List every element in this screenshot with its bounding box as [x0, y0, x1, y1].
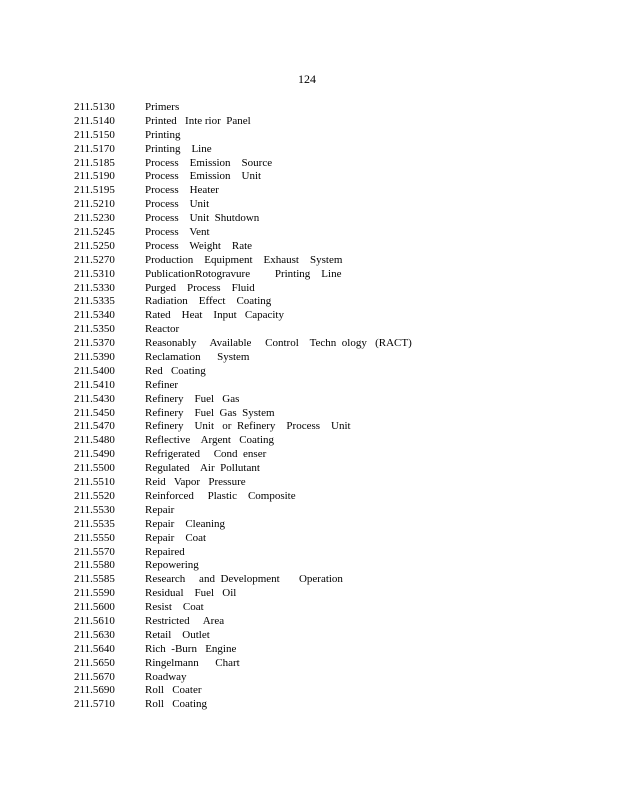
- defined-term: Research and Development Operation: [145, 573, 343, 586]
- defined-term: Red Coating: [145, 364, 206, 377]
- defined-term: Residual Fuel Oil: [145, 587, 237, 600]
- list-item: [74, 240, 412, 254]
- section-number: 211.5150: [74, 128, 115, 141]
- list-item: [74, 684, 412, 698]
- list-item: [74, 337, 412, 351]
- list-item: [74, 365, 412, 379]
- section-number: 211.5650: [74, 656, 115, 669]
- section-number: 211.5140: [74, 114, 115, 127]
- section-number: 211.5490: [74, 448, 115, 461]
- list-item: [74, 448, 412, 462]
- list-item: [74, 462, 412, 476]
- defined-term: Process Unit: [145, 198, 210, 211]
- list-item: [74, 490, 412, 504]
- defined-term: Regulated Air Pollutant: [145, 462, 260, 475]
- defined-term: Restricted Area: [145, 614, 225, 627]
- section-number: 211.5170: [74, 142, 115, 155]
- list-item: [74, 351, 412, 365]
- list-item: [74, 309, 412, 323]
- list-item: [74, 157, 412, 171]
- section-number: 211.5230: [74, 212, 115, 225]
- defined-term: Repaired: [145, 545, 185, 558]
- section-number: 211.5245: [74, 226, 115, 239]
- section-number: 211.5670: [74, 670, 115, 683]
- section-number: 211.5600: [74, 601, 115, 614]
- section-number: 211.5580: [74, 559, 115, 572]
- list-item: [74, 504, 412, 518]
- defined-term: Printing Line: [145, 142, 212, 155]
- defined-term: Refiner: [145, 378, 178, 391]
- defined-term: Process Unit Shutdown: [145, 212, 260, 225]
- defined-term: Roll Coater: [145, 684, 202, 697]
- list-item: [74, 379, 412, 393]
- defined-term: Retail Outlet: [145, 628, 210, 641]
- list-item: [74, 393, 412, 407]
- section-number: 211.5520: [74, 489, 115, 502]
- defined-term: Rich -Burn Engine: [145, 642, 237, 655]
- list-item: [74, 657, 412, 671]
- defined-term: Refinery Fuel Gas: [145, 392, 240, 405]
- list-item: [74, 434, 412, 448]
- defined-term: Repair: [145, 503, 175, 516]
- list-item: [74, 546, 412, 560]
- defined-term: Reinforced Plastic Composite: [145, 489, 296, 502]
- section-number: 211.5610: [74, 614, 115, 627]
- defined-term: Ringelmann Chart: [145, 656, 240, 669]
- section-number: 211.5370: [74, 337, 115, 350]
- section-number: 211.5630: [74, 628, 115, 641]
- section-number: 211.5550: [74, 531, 115, 544]
- defined-term: PublicationRotogravure Printing Line: [145, 267, 342, 280]
- defined-term: Purged Process Fluid: [145, 281, 255, 294]
- defined-term: Refinery Fuel Gas System: [145, 406, 275, 419]
- list-item: [74, 115, 412, 129]
- defined-term: Reclamation System: [145, 351, 250, 364]
- defined-term: Resist Coat: [145, 601, 204, 614]
- list-item: [74, 282, 412, 296]
- section-number: 211.5590: [74, 587, 115, 600]
- list-item: [74, 101, 412, 115]
- defined-term: Repowering: [145, 559, 199, 572]
- defined-term: Reasonably Available Control Techn ology (RACT): [145, 337, 412, 350]
- list-item: [74, 643, 412, 657]
- section-number: 211.5570: [74, 545, 115, 558]
- section-number: 211.5185: [74, 156, 115, 169]
- section-number: 211.5410: [74, 378, 115, 391]
- list-item: [74, 323, 412, 337]
- defined-term: Reflective Argent Coating: [145, 434, 275, 447]
- list-item: [74, 143, 412, 157]
- section-number: 211.5510: [74, 476, 115, 489]
- section-number: 211.5690: [74, 684, 115, 697]
- section-number: 211.5470: [74, 420, 115, 433]
- section-number: 211.5250: [74, 239, 115, 252]
- section-number: 211.5710: [74, 698, 115, 711]
- list-item: [74, 170, 412, 184]
- section-number: 211.5340: [74, 309, 115, 322]
- list-item: [74, 615, 412, 629]
- defined-term: Production Equipment Exhaust System: [145, 253, 343, 266]
- section-number: 211.5195: [74, 184, 115, 197]
- list-item: [74, 407, 412, 421]
- defined-term: Printed Inte rior Panel: [145, 114, 251, 127]
- defined-term: Radiation Effect Coating: [145, 295, 272, 308]
- section-number: 211.5335: [74, 295, 115, 308]
- section-number: 211.5585: [74, 573, 115, 586]
- list-item: [74, 587, 412, 601]
- defined-term: Repair Cleaning: [145, 517, 226, 530]
- section-number: 211.5450: [74, 406, 115, 419]
- section-number: 211.5400: [74, 364, 115, 377]
- defined-term: Process Heater: [145, 184, 219, 197]
- defined-term: Process Emission Unit: [145, 170, 262, 183]
- list-item: [74, 532, 412, 546]
- page-number: 124: [298, 72, 316, 86]
- section-number: 211.5390: [74, 351, 115, 364]
- list-item: [74, 129, 412, 143]
- list-item: [74, 212, 412, 226]
- section-number: 211.5130: [74, 101, 115, 113]
- list-item: [74, 601, 412, 615]
- list-item: [74, 184, 412, 198]
- section-number: 211.5430: [74, 392, 115, 405]
- section-number: 211.5190: [74, 170, 115, 183]
- list-item: [74, 254, 412, 268]
- defined-term: Reactor: [145, 323, 180, 336]
- section-number: 211.5350: [74, 323, 115, 336]
- defined-term: Rated Heat Input Capacity: [145, 309, 284, 322]
- defined-term: Process Emission Source: [145, 156, 273, 169]
- list-item: [74, 629, 412, 643]
- defined-term: Refrigerated Cond enser: [145, 448, 267, 461]
- section-number: 211.5310: [74, 267, 115, 280]
- list-item: [74, 573, 412, 587]
- list-item: [74, 559, 412, 573]
- list-item: [74, 226, 412, 240]
- defined-term: Roll Coating: [145, 698, 208, 711]
- section-number: 211.5535: [74, 517, 115, 530]
- section-number: 211.5640: [74, 642, 115, 655]
- section-number: 211.5530: [74, 503, 115, 516]
- defined-term: Reid Vapor Pressure: [145, 476, 246, 489]
- list-item: [74, 518, 412, 532]
- defined-term: Roadway: [145, 670, 187, 683]
- list-item: [74, 198, 412, 212]
- list-item: [74, 295, 412, 309]
- section-number: 211.5330: [74, 281, 115, 294]
- list-item: [74, 476, 412, 490]
- list-item: [74, 671, 412, 685]
- list-item: [74, 420, 412, 434]
- defined-term: Repair Coat: [145, 531, 207, 544]
- section-number: 211.5270: [74, 253, 115, 266]
- defined-term: Process Vent: [145, 226, 210, 239]
- defined-term: Primers: [145, 101, 180, 113]
- definitions-list: [74, 101, 412, 712]
- section-number: 211.5500: [74, 462, 115, 475]
- defined-term: Process Weight Rate: [145, 239, 253, 252]
- defined-term: Printing: [145, 128, 181, 141]
- list-item: [74, 698, 412, 712]
- list-item: [74, 268, 412, 282]
- section-number: 211.5210: [74, 198, 115, 211]
- defined-term: Refinery Unit or Refinery Process Unit: [145, 420, 351, 433]
- section-number: 211.5480: [74, 434, 115, 447]
